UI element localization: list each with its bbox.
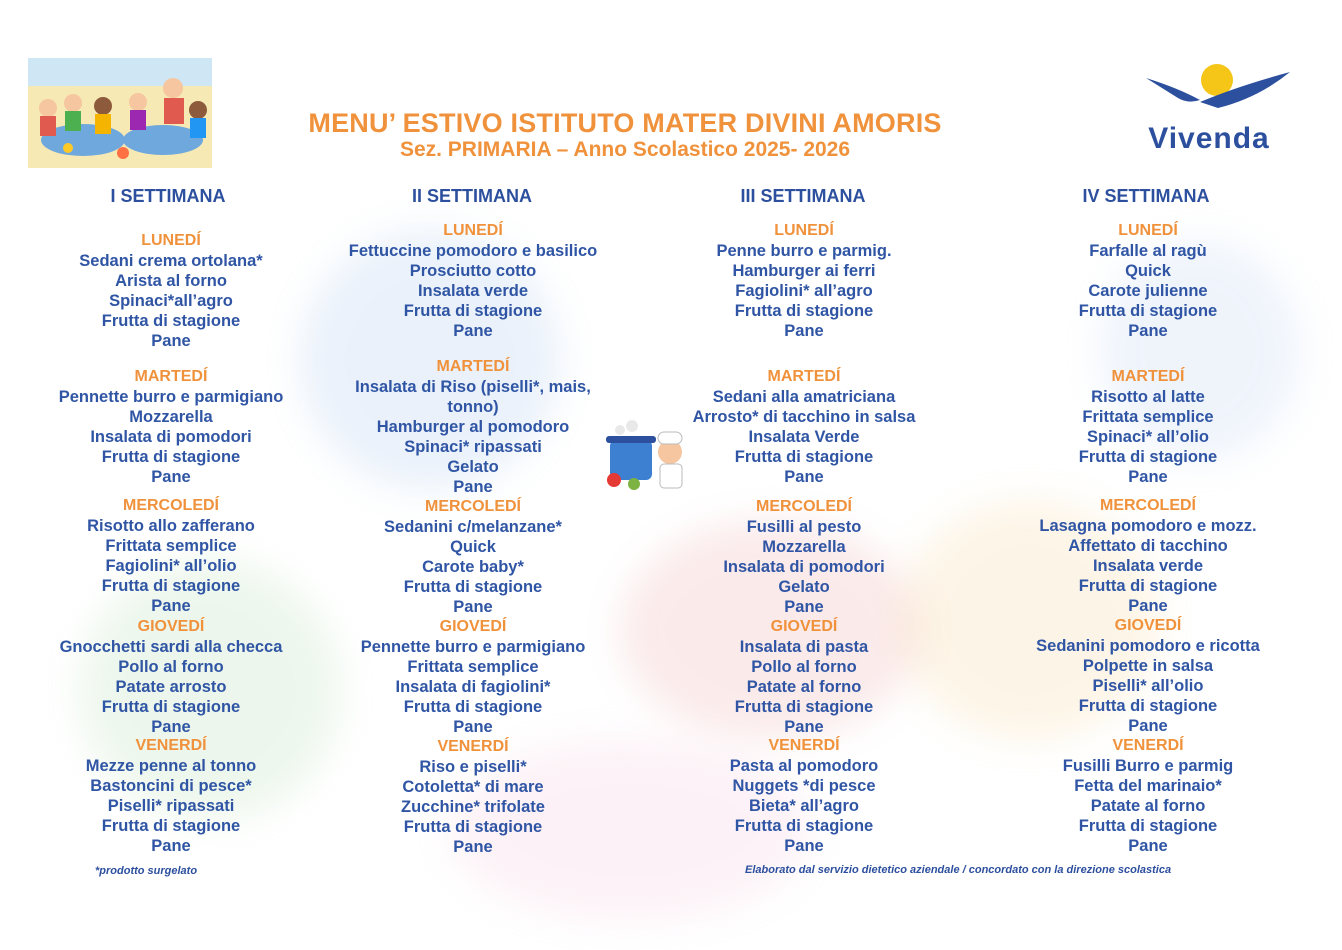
- menu-item: Spinaci*all’agro: [109, 292, 233, 310]
- menu-item: Pane: [151, 837, 191, 855]
- menu-item: Gnocchetti sardi alla checca: [59, 638, 283, 656]
- week-title-1: I SETTIMANA: [110, 186, 226, 206]
- menu-item: Pane: [151, 468, 191, 486]
- menu-item: Insalata verde: [1092, 557, 1204, 575]
- menu-item: Affettato di tacchino: [1068, 537, 1228, 555]
- menu-item: Piselli* all’olio: [1092, 677, 1204, 695]
- day-label: LUNEDÍ: [443, 222, 503, 239]
- day-label: LUNEDÍ: [1118, 222, 1178, 239]
- menu-item: Pane: [151, 718, 191, 736]
- menu-item: Pane: [1128, 597, 1168, 615]
- week-3-column: [644, 221, 964, 341]
- menu-item: Frutta di stagione: [734, 698, 874, 716]
- menu-item: Risotto al latte: [1091, 388, 1205, 406]
- menu-item: Bastoncini di pesce*: [90, 777, 252, 795]
- menu-item: Farfalle al ragù: [1089, 242, 1207, 260]
- logo-text: Vivenda: [1148, 122, 1270, 155]
- day-label: GIOVEDÍ: [770, 618, 838, 635]
- day-label: GIOVEDÍ: [137, 618, 205, 635]
- day-label: MARTEDÍ: [436, 358, 510, 375]
- menu-item: Patate al forno: [746, 678, 862, 696]
- menu-item: Bieta* all’agro: [748, 797, 860, 815]
- menu-item: Frittata semplice: [407, 658, 539, 676]
- frozen-product-note: *prodotto surgelato: [95, 865, 198, 877]
- week-3-column: [644, 367, 964, 487]
- day-label: VENERDÍ: [437, 738, 509, 755]
- week-4-column: [988, 496, 1308, 616]
- week-3-column: [644, 497, 964, 617]
- day-label: MERCOLEDÍ: [123, 497, 219, 514]
- day-label: VENERDÍ: [135, 737, 207, 754]
- week-title-2: II SETTIMANA: [412, 186, 532, 206]
- menu-item: Frutta di stagione: [101, 817, 241, 835]
- day-label: MARTEDÍ: [1111, 368, 1185, 385]
- menu-item: Mezze penne al tonno: [85, 757, 257, 775]
- week-1-column: [11, 496, 331, 616]
- menu-item: tonno): [447, 398, 499, 416]
- menu-item: Frutta di stagione: [403, 818, 543, 836]
- menu-item: Patate al forno: [1090, 797, 1206, 815]
- menu-item: Frittata semplice: [105, 537, 237, 555]
- week-1-column: [11, 617, 331, 737]
- menu-item: Pane: [151, 332, 191, 350]
- menu-item: Pane: [784, 322, 824, 340]
- week-3-column: [644, 617, 964, 737]
- day-label: GIOVEDÍ: [439, 618, 507, 635]
- menu-item: Hamburger ai ferri: [732, 262, 876, 280]
- menu-item: Piselli* ripassati: [107, 797, 235, 815]
- menu-item: Pane: [453, 718, 493, 736]
- week-title-4: IV SETTIMANA: [1082, 186, 1210, 206]
- menu-item: Pane: [453, 838, 493, 856]
- menu-item: Arrosto* di tacchino in salsa: [692, 408, 916, 426]
- menu-item: Frutta di stagione: [734, 817, 874, 835]
- menu-item: Frutta di stagione: [734, 448, 874, 466]
- menu-item: Frittata semplice: [1082, 408, 1214, 426]
- menu-item: Pane: [1128, 837, 1168, 855]
- menu-item: Frutta di stagione: [734, 302, 874, 320]
- menu-item: Pane: [784, 598, 824, 616]
- menu-item: Carote baby*: [422, 558, 524, 576]
- menu-item: Frutta di stagione: [1078, 577, 1218, 595]
- menu-item: Frutta di stagione: [403, 698, 543, 716]
- menu-item: Frutta di stagione: [1078, 302, 1218, 320]
- menu-item: Zucchine* trifolate: [401, 798, 545, 816]
- menu-item: Insalata di pasta: [739, 638, 869, 656]
- week-2-column: [313, 221, 633, 341]
- week-2-column: [313, 737, 633, 857]
- menu-item: Nuggets *di pesce: [732, 777, 876, 795]
- week-2-column: [313, 497, 633, 617]
- menu-item: Prosciutto cotto: [409, 262, 537, 280]
- menu-item: Insalata Verde: [748, 428, 860, 446]
- menu-item: Pennette burro e parmigiano: [58, 388, 284, 406]
- menu-item: Frutta di stagione: [1078, 697, 1218, 715]
- week-4-column: [988, 736, 1308, 856]
- week-4-column: [988, 221, 1308, 341]
- menu-item: Hamburger al pomodoro: [376, 418, 570, 436]
- day-label: MERCOLEDÍ: [425, 498, 521, 515]
- menu-item: Frutta di stagione: [403, 302, 543, 320]
- menu-item: Arista al forno: [115, 272, 227, 290]
- menu-item: Polpette in salsa: [1082, 657, 1214, 675]
- menu-item: Fettuccine pomodoro e basilico: [348, 242, 598, 260]
- menu-item: Frutta di stagione: [1078, 817, 1218, 835]
- menu-item: Pane: [151, 597, 191, 615]
- menu-item: Frutta di stagione: [101, 698, 241, 716]
- day-label: MARTEDÍ: [134, 368, 208, 385]
- menu-item: Pane: [453, 598, 493, 616]
- menu-item: Sedani crema ortolana*: [79, 252, 263, 270]
- day-label: VENERDÍ: [1112, 737, 1184, 754]
- day-label: MARTEDÍ: [767, 368, 841, 385]
- day-label: GIOVEDÍ: [1114, 617, 1182, 634]
- page-subtitle: Sez. PRIMARIA – Anno Scolastico 2025- 2026: [399, 138, 851, 161]
- menu-item: Risotto allo zafferano: [87, 517, 255, 535]
- menu-item: Pane: [1128, 717, 1168, 735]
- menu-item: Fetta del marinaio*: [1074, 777, 1222, 795]
- day-label: VENERDÍ: [768, 737, 840, 754]
- menu-item: Pane: [453, 322, 493, 340]
- week-4-column: [988, 367, 1308, 487]
- menu-item: Pasta al pomodoro: [729, 757, 879, 775]
- week-4-column: [988, 616, 1308, 736]
- day-label: LUNEDÍ: [774, 222, 834, 239]
- day-block: [11, 231, 331, 351]
- menu-item: Pane: [784, 718, 824, 736]
- page-title: MENU’ ESTIVO ISTITUTO MATER DIVINI AMORIS: [308, 108, 942, 138]
- menu-item: Insalata di Riso (piselli*, mais,: [355, 378, 591, 396]
- menu-item: Insalata di pomodori: [723, 558, 885, 576]
- menu-item: Insalata verde: [417, 282, 529, 300]
- menu-item: Cotoletta* di mare: [402, 778, 544, 796]
- week-2-column: [313, 357, 633, 497]
- menu-item: Insalata di fagiolini*: [395, 678, 551, 696]
- menu-item: Pane: [1128, 468, 1168, 486]
- week-title-3: III SETTIMANA: [740, 186, 866, 206]
- menu-item: Sedanini pomodoro e ricotta: [1036, 637, 1260, 655]
- menu-item: Carote julienne: [1088, 282, 1208, 300]
- menu-item: Pane: [1128, 322, 1168, 340]
- menu-item: Pollo al forno: [751, 658, 857, 676]
- week-1-column: [11, 231, 331, 351]
- menu-item: Gelato: [447, 458, 499, 476]
- menu-item: Frutta di stagione: [101, 577, 241, 595]
- menu-item: Spinaci* ripassati: [404, 438, 542, 456]
- menu-item: Pennette burro e parmigiano: [360, 638, 586, 656]
- menu-item: Pane: [784, 468, 824, 486]
- menu-item: Insalata di pomodori: [90, 428, 252, 446]
- week-1-column: [11, 367, 331, 487]
- menu-item: Quick: [1125, 262, 1171, 280]
- day-label: LUNEDÍ: [141, 232, 201, 249]
- menu-item: Spinaci* all’olio: [1087, 428, 1209, 446]
- children-canteen-illustration: [28, 58, 212, 168]
- menu-item: Fusilli Burro e parmig: [1062, 757, 1234, 775]
- menu-item: Mozzarella: [762, 538, 846, 556]
- menu-item: Frutta di stagione: [1078, 448, 1218, 466]
- menu-item: Pane: [453, 478, 493, 496]
- week-3-column: [644, 736, 964, 856]
- menu-item: Patate arrosto: [115, 678, 227, 696]
- menu-item: Pane: [784, 837, 824, 855]
- menu-item: Quick: [450, 538, 496, 556]
- day-label: MERCOLEDÍ: [756, 498, 852, 515]
- menu-item: Riso e piselli*: [419, 758, 527, 776]
- dietary-service-note: Elaborato dal servizio dietetico aziendale / concordato con la direzione scolastica: [745, 864, 1172, 876]
- day-label: MERCOLEDÍ: [1100, 497, 1196, 514]
- menu-item: Lasagna pomodoro e mozz.: [1039, 517, 1257, 535]
- menu-item: Penne burro e parmig.: [716, 242, 892, 260]
- menu-item: Mozzarella: [129, 408, 213, 426]
- menu-item: Fagiolini* all’agro: [735, 282, 873, 300]
- menu-item: Gelato: [778, 578, 830, 596]
- menu-item: Frutta di stagione: [101, 312, 241, 330]
- menu-item: Fagiolini* all’olio: [105, 557, 237, 575]
- menu-item: Frutta di stagione: [101, 448, 241, 466]
- menu-item: Frutta di stagione: [403, 578, 543, 596]
- menu-item: Fusilli al pesto: [746, 518, 862, 536]
- week-1-column: [11, 736, 331, 856]
- menu-item: Pollo al forno: [118, 658, 224, 676]
- menu-item: Sedani alla amatriciana: [712, 388, 896, 406]
- week-2-column: [313, 617, 633, 737]
- menu-item: Sedanini c/melanzane*: [384, 518, 562, 536]
